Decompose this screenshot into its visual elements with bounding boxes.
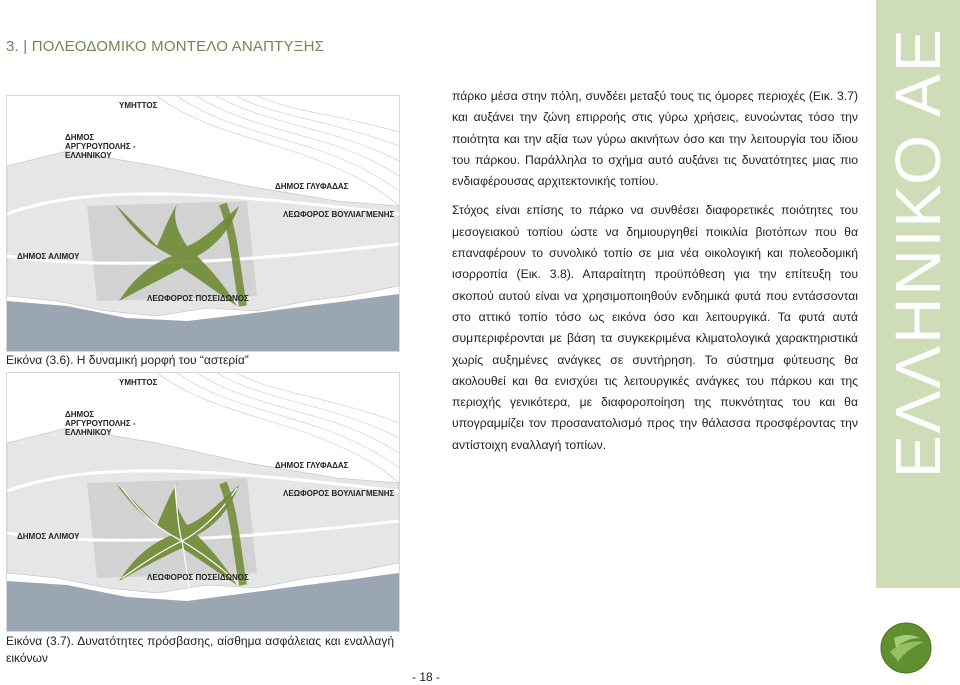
map2-label-alimos: ΔΗΜΟΣ ΑΛΙΜΟΥ (17, 532, 80, 541)
map2-label-glyfada: ΔΗΜΟΣ ΓΛΥΦΑΔΑΣ (275, 461, 349, 470)
map-label-hymettus: ΥΜΗΤΤΟΣ (119, 101, 158, 110)
body-text (452, 86, 858, 456)
map-label-argyroupoli-2: ΑΡΓΥΡΟΥΠΟΛΗΣ - (65, 142, 136, 151)
map-label-argyroupoli: ΔΗΜΟΣ (65, 133, 95, 142)
paragraph-1: πάρκο μέσα στην πόλη, συνδέει μεταξύ τους τις όμορες περιοχές (Εικ. 3.7) και αυξάνει την ζώνη επιρροής στις γύρω χρήσεις, ευνοώντας τόσο την ποιότητα και την αξία των γύρω ακινήτων όσο και την λειτουργία του ίδιου του πάρκου. Παράλληλα το σχήμα αυτό αυξάνει τις δυνατότητες μιας πιο ενδιαφέρουσας αρχιτεκτονικής τοπίου. (452, 89, 858, 189)
map-3-7-svg (7, 373, 399, 631)
map2-label-argyroupoli-2: ΑΡΓΥΡΟΥΠΟΛΗΣ - (65, 419, 136, 428)
map-label-glyfada: ΔΗΜΟΣ ΓΛΥΦΑΔΑΣ (275, 182, 349, 191)
map2-label-hymettus: ΥΜΗΤΤΟΣ (119, 378, 158, 387)
map-figure-3-6 (6, 95, 400, 352)
page-number: - 18 - (412, 670, 441, 684)
paragraph-2: Στόχος είναι επίσης το πάρκο να συνθέσει διαφορετικές ποιότητες του μεσογειακού τοπίου ώστε να δημιουργηθεί ποικιλία βιοτόπων που θα επαναφέρουν το συνολικό τοπίο σε μια νέα οικολογική και πολεοδομική ισορροπία (Εικ. 3.8). Απαραίτητη προϋπόθεση για την επίτευξη του σκοπού αυτού είναι να χρησιμοποιηθούν ενδημικά φυτά που εντάσσονται στο αττικό τοπίο τόσο ως εικόνα όσο και λειτουργικά. Τα φυτά αυτά συμπεριφέρονται με βάση τα συγκεκριμένα κλιματολογικά χαρακτηριστικά χωρίς αυξημένες ανάγκες σε συντήρηση. Το σύστημα φύτευσης θα ακολουθεί και θα ενισχύει τις λειτουργικές ανάγκες του πάρκου και της περιοχής γενικότερα, με διαφοροποίηση της πυκνότητας του και θα υπογραμμίζει τον προσανατολισμό προς την θάλασσα προσφέροντας την αντίστοιχη εναλλαγή τοπίων. (452, 203, 858, 452)
map2-label-vouliagmenis: ΛΕΩΦΟΡΟΣ ΒΟΥΛΙΑΓΜΕΝΗΣ (283, 489, 395, 498)
map-label-poseidonos: ΛΕΩΦΟΡΟΣ ΠΟΣΕΙΔΩΝΟΣ (147, 294, 249, 303)
hellinikon-logo-icon (880, 622, 932, 674)
chapter-header: 3. | ΠΟΛΕΟΔΟΜΙΚΟ ΜΟΝΤΕΛΟ ΑΝΑΠΤΥΞΗΣ (6, 38, 325, 55)
map-label-argyroupoli-3: ΕΛΛΗΝΙΚΟΥ (65, 151, 112, 160)
map-3-6-svg (7, 96, 399, 351)
map-figure-3-7 (6, 372, 400, 632)
map-label-alimos: ΔΗΜΟΣ ΑΛΙΜΟΥ (17, 252, 80, 261)
map2-label-argyroupoli-3: ΕΛΛΗΝΙΚΟΥ (65, 428, 112, 437)
map-label-vouliagmenis: ΛΕΩΦΟΡΟΣ ΒΟΥΛΙΑΓΜΕΝΗΣ (283, 210, 395, 219)
figure-caption-3-6: Εικόνα (3.6). Η δυναμική μορφή του “αστερία” (6, 353, 249, 367)
figure-caption-3-7: Εικόνα (3.7). Δυνατότητες πρόσβασης, αίσθημα ασφάλειας και εναλλαγή εικόνων (6, 634, 394, 665)
map2-label-argyroupoli: ΔΗΜΟΣ (65, 410, 95, 419)
sidebar-title: ΕΛΛΗΝΙΚΟ ΑΕ (882, 27, 954, 478)
map2-label-poseidonos: ΛΕΩΦΟΡΟΣ ΠΟΣΕΙΔΩΝΟΣ (147, 573, 249, 582)
